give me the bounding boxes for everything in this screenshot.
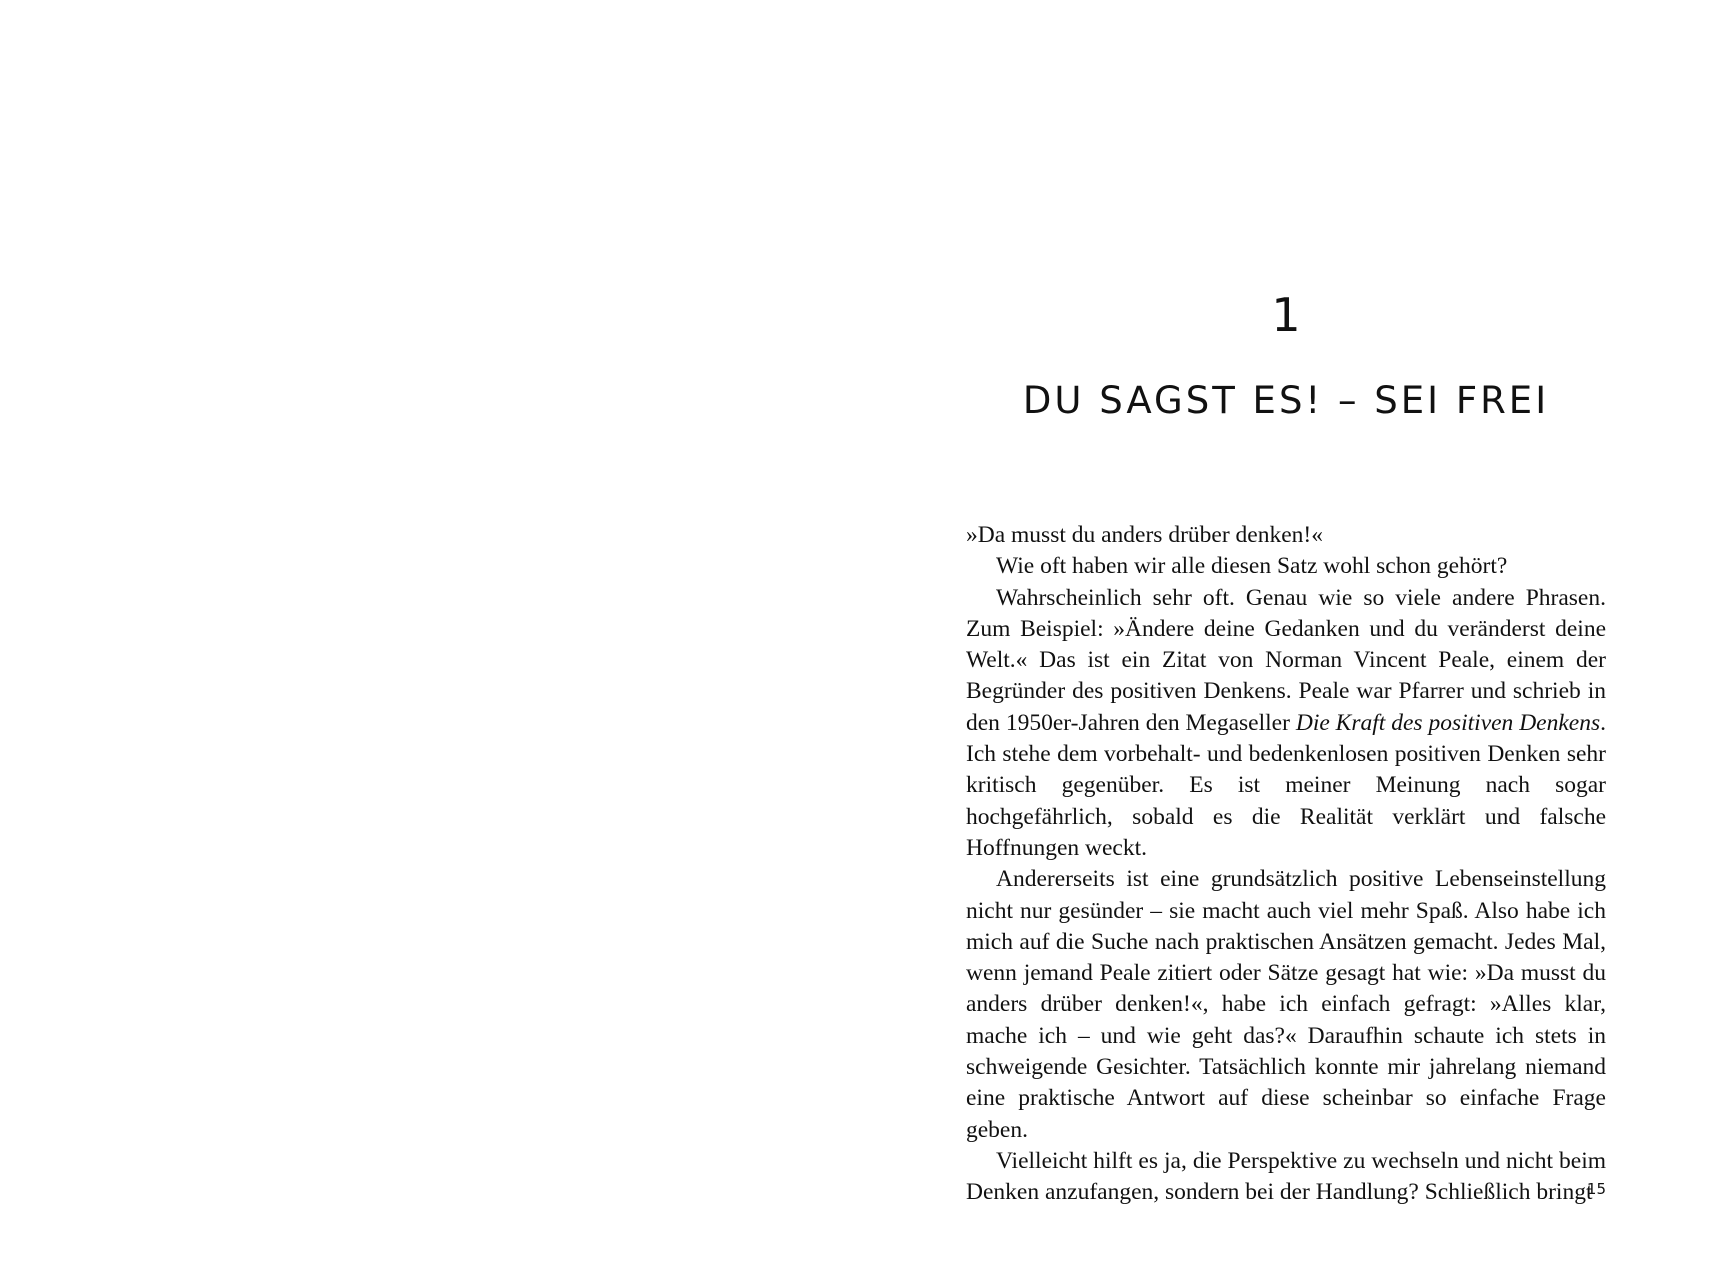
paragraph-positive-attitude: Andererseits ist eine grundsätzlich positive Lebenseinstellung nicht nur gesünder – sie macht auch viel mehr Spaß. Also habe ich mich auf die Suche nach praktischen Ansätzen gemacht. Jedes Mal, wenn jemand Peale zitiert oder Sätze gesagt hat wie: »Da musst du anders drüber denken!«, habe ich einfach gefragt: »Alles klar, mache ich – und wie geht das?« Daraufhin schaute ich stets in schweigende Gesichter. Tatsächlich konnte mir jahrelang niemand eine praktische Antwort auf diese scheinbar so einfache Frage geben. <box>966 866 1606 1143</box>
page-number: 15 <box>1586 1180 1606 1198</box>
left-page-blank <box>0 0 856 1270</box>
book-title-italic: Die Kraft des positiven Denkens <box>1295 709 1601 736</box>
paragraph-peale-part1: Wahrscheinlich sehr oft. Genau wie so viele andere Phrasen. Zum Beispiel: »Ändere deine Gedanken und du veränderst deine Welt.« Das ist ein Zitat von Norman Vincent Peale, einem der Begründer des positiven Denkens. Peale war Pfarrer und schrieb in den 1950er-Jahren den Megaseller <box>966 584 1606 736</box>
chapter-body-text <box>966 520 1606 1209</box>
chapter-title: DU SAGST ES! – SEI FREI <box>1022 379 1550 422</box>
paragraph-perspective: Vielleicht hilft es ja, die Perspektive zu wechseln und nicht beim Denken anzufangen, sondern bei der Handlung? Schließlich bringt <box>966 1147 1606 1206</box>
paragraph-question: Wie oft haben wir alle diesen Satz wohl schon gehört? <box>996 553 1508 580</box>
paragraph-peale <box>966 583 1606 865</box>
chapter-number: 1 <box>1271 288 1301 342</box>
paragraph-opening-quote: »Da musst du anders drüber denken!« <box>966 522 1323 548</box>
paragraph-peale-part2: . Ich stehe dem vorbehalt- und bedenkenlosen positiven Denken sehr kritisch gegenüber. Es ist meiner Meinung nach sogar hochgefährlich, sobald es die Realität verklärt und falsche Hoffnungen weckt. <box>966 709 1606 861</box>
